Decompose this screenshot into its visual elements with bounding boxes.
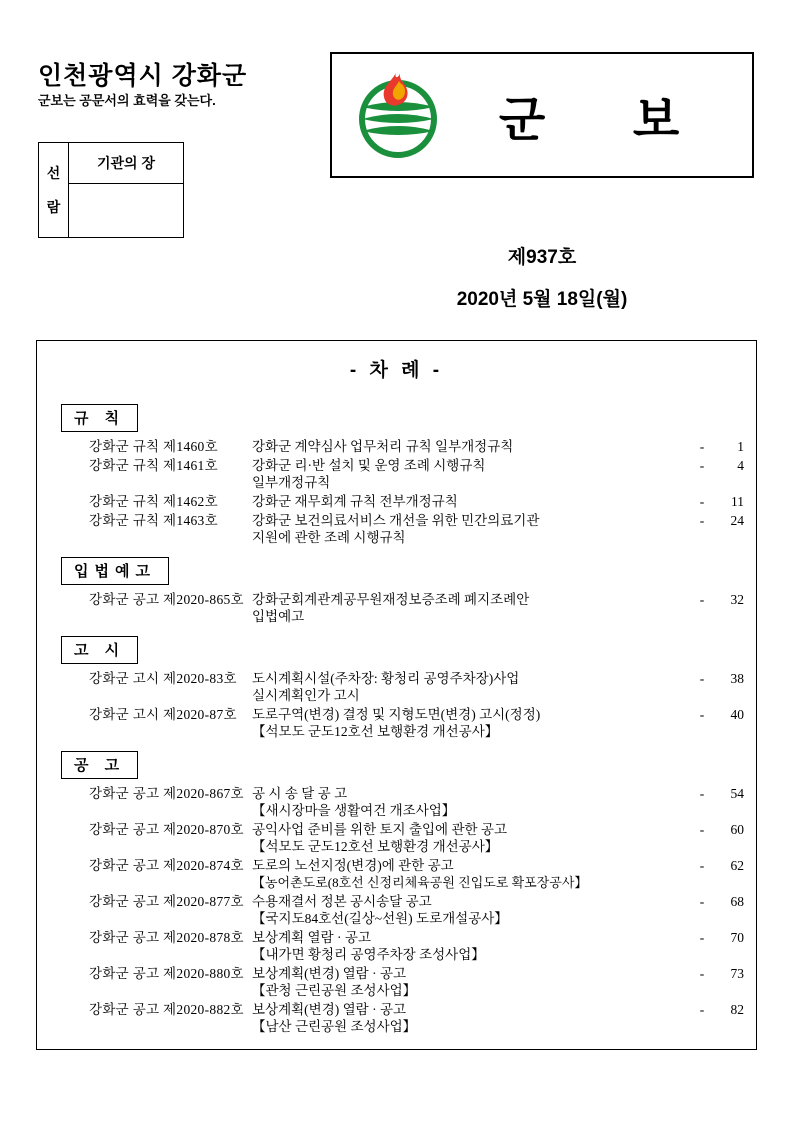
toc-entry-page: 32	[730, 592, 744, 607]
toc-entry-dash: -	[699, 494, 705, 509]
review-stamp-label-char2: 람	[46, 199, 61, 215]
toc-entry-desc-line2: 【석모도 군도12호선 보행환경 개선공사】	[252, 839, 499, 854]
toc-entry-dash: -	[699, 966, 705, 981]
toc-entry-desc-line2: 【농어촌도로(8호선 신정리체육공원 진입도로 확포장공사】	[252, 875, 588, 890]
ganghwa-county-emblem-icon	[350, 67, 446, 163]
issue-date: 2020년 5월 18일(월)	[456, 289, 628, 310]
toc-entry-desc	[252, 893, 694, 927]
toc-entry[interactable]	[37, 964, 756, 1000]
toc-entry-desc	[252, 457, 694, 491]
toc-entry-desc-line2: 【새시장마을 생활여건 개조사업】	[252, 803, 456, 818]
toc-section-heading: 규 칙	[61, 404, 138, 432]
review-stamp-head-label: 기관의 장	[69, 143, 183, 184]
toc-entry-dash: -	[699, 822, 705, 837]
toc-entry-page: 62	[730, 858, 744, 873]
toc-entry-ref: 강화군 공고 제2020-870호	[89, 822, 244, 837]
toc-entry-ref: 강화군 규칙 제1463호	[89, 513, 218, 528]
toc-entry-desc-line2: 【석모도 군도12호선 보행환경 개선공사】	[252, 724, 499, 739]
toc-entry-desc-line1: 수용재결서 정본 공시송달 공고	[252, 894, 432, 909]
toc-entry-page: 68	[730, 894, 744, 909]
toc-section-heading: 공 고	[61, 751, 138, 779]
toc-entry-ref: 강화군 규칙 제1462호	[89, 494, 218, 509]
toc-entry-ref: 강화군 규칙 제1460호	[89, 439, 218, 454]
toc-entry-dash: -	[699, 671, 705, 686]
toc-entry-desc-line2: 일부개정규칙	[252, 475, 331, 490]
toc-section	[37, 396, 756, 547]
document-header	[0, 52, 793, 310]
toc-entry-ref: 강화군 공고 제2020-877호	[89, 894, 244, 909]
toc-entry-desc-line2: 【내가면 황청리 공영주차장 조성사업】	[252, 947, 485, 962]
masthead-box	[330, 52, 754, 178]
city-subtitle: 군보는 공문서의 효력을 갖는다.	[38, 93, 216, 108]
toc-entry-desc-line1: 도시계획시설(주차장: 황청리 공영주차장)사업	[252, 671, 520, 686]
review-stamp-signature-area	[69, 143, 183, 237]
city-title: 인천광역시 강화군	[38, 62, 248, 90]
toc-entry-dash: -	[699, 707, 705, 722]
toc-entry-ref: 강화군 공고 제2020-867호	[89, 786, 244, 801]
toc-entry-dash: -	[699, 930, 705, 945]
issue-number: 제937호	[507, 247, 577, 268]
toc-entry-desc	[252, 965, 694, 999]
toc-entry-dash: -	[699, 513, 705, 528]
toc-entry-desc-line1: 공 시 송 달 공 고	[252, 786, 348, 801]
toc-entry-desc-line1: 도로구역(변경) 결정 및 지형도면(변경) 고시(정정)	[252, 707, 541, 722]
toc-entry[interactable]	[37, 669, 756, 705]
toc-entry-ref: 강화군 공고 제2020-882호	[89, 1002, 244, 1017]
toc-entry-ref: 강화군 공고 제2020-878호	[89, 930, 244, 945]
toc-entry-page: 70	[730, 930, 744, 945]
toc-entry-page: 73	[730, 966, 744, 981]
toc-entry-desc-line2: 지원에 관한 조례 시행규칙	[252, 530, 406, 545]
review-stamp-signature-blank	[69, 184, 183, 237]
review-stamp-label	[39, 143, 69, 237]
toc-entry-desc	[252, 821, 694, 855]
toc-entry-desc-line1: 강화군회계관계공무원재정보증조례 폐지조례안	[252, 592, 530, 607]
toc-entry-desc-line1: 강화군 보건의료서비스 개선을 위한 민간의료기관	[252, 513, 540, 528]
toc-section	[37, 743, 756, 1036]
toc-entry-page: 54	[730, 786, 744, 801]
toc-entry-ref: 강화군 고시 제2020-83호	[89, 671, 237, 686]
toc-entry-page: 82	[730, 1002, 744, 1017]
toc-entry-page: 1	[737, 439, 744, 454]
toc-entry-desc-line2: 【국지도84호선(길상~선원) 도로개설공사】	[252, 911, 508, 926]
toc-entry-dash: -	[699, 894, 705, 909]
toc-entry-ref: 강화군 공고 제2020-874호	[89, 858, 244, 873]
toc-entry[interactable]	[37, 590, 756, 626]
masthead-char-gun: 군	[498, 93, 548, 147]
toc-entry[interactable]	[37, 1000, 756, 1036]
toc-entry-ref: 강화군 공고 제2020-880호	[89, 966, 244, 981]
toc-entry-page: 24	[730, 513, 744, 528]
toc-entry-page: 40	[730, 707, 744, 722]
toc-entry-desc	[252, 706, 694, 740]
toc-entry-desc	[252, 929, 694, 963]
toc-entry-desc	[252, 493, 694, 510]
toc-entry[interactable]	[37, 784, 756, 820]
toc-section	[37, 549, 756, 626]
toc-entry[interactable]	[37, 892, 756, 928]
toc-entry-desc	[252, 512, 694, 546]
toc-entry-desc	[252, 785, 694, 819]
toc-entry-desc-line1: 보상계획(변경) 열람 · 공고	[252, 1002, 407, 1017]
toc-entry-page: 60	[730, 822, 744, 837]
masthead-char-bo: 보	[632, 93, 682, 147]
toc-entry-dash: -	[699, 458, 705, 473]
toc-entry[interactable]	[37, 456, 756, 492]
toc-entry-dash: -	[699, 786, 705, 801]
toc-title: - 차 례 -	[349, 360, 444, 381]
review-stamp-box	[38, 142, 184, 238]
toc-entry-page: 11	[731, 494, 744, 509]
toc-entry-desc-line2: 입법예고	[252, 609, 305, 624]
toc-entry-page: 38	[730, 671, 744, 686]
toc-entry[interactable]	[37, 437, 756, 456]
toc-entry-desc-line1: 강화군 계약심사 업무처리 규칙 일부개정규칙	[252, 439, 514, 454]
toc-section-heading: 입법예고	[61, 557, 169, 585]
toc-entry-page: 4	[737, 458, 744, 473]
toc-entry-desc-line1: 보상계획 열람 · 공고	[252, 930, 371, 945]
masthead-title	[446, 81, 752, 150]
toc-entry-desc	[252, 438, 694, 455]
toc-entry-desc-line1: 공익사업 준비를 위한 토지 출입에 관한 공고	[252, 822, 507, 837]
toc-entry-ref: 강화군 고시 제2020-87호	[89, 707, 237, 722]
toc-entry-desc-line2: 실시계획인가 고시	[252, 688, 360, 703]
table-of-contents	[36, 340, 757, 1050]
toc-entry[interactable]	[37, 511, 756, 547]
toc-entry-desc	[252, 857, 694, 891]
toc-entry-desc	[252, 670, 694, 704]
toc-entry-dash: -	[699, 858, 705, 873]
toc-entry-desc-line1: 강화군 리·반 설치 및 운영 조례 시행규칙	[252, 458, 486, 473]
toc-entry[interactable]	[37, 705, 756, 741]
toc-entry-ref: 강화군 규칙 제1461호	[89, 458, 218, 473]
toc-section-heading: 고 시	[61, 636, 138, 664]
toc-entry[interactable]	[37, 820, 756, 856]
toc-entry[interactable]	[37, 928, 756, 964]
toc-entry-desc	[252, 1001, 694, 1035]
toc-entry-desc-line2: 【남산 근린공원 조성사업】	[252, 1019, 417, 1034]
toc-entry-dash: -	[699, 592, 705, 607]
toc-entry-ref: 강화군 공고 제2020-865호	[89, 592, 244, 607]
toc-entry-desc-line1: 보상계획(변경) 열람 · 공고	[252, 966, 407, 981]
toc-entry-dash: -	[699, 439, 705, 454]
toc-entry-desc-line1: 강화군 재무회계 규칙 전부개정규칙	[252, 494, 458, 509]
toc-entry-dash: -	[699, 1002, 705, 1017]
review-stamp-label-char1: 선	[46, 165, 61, 181]
toc-entry-desc-line1: 도로의 노선지정(변경)에 관한 공고	[252, 858, 454, 873]
toc-entry-desc	[252, 591, 694, 625]
toc-section	[37, 628, 756, 741]
toc-entry-desc-line2: 【관청 근린공원 조성사업】	[252, 983, 417, 998]
toc-entry[interactable]	[37, 856, 756, 892]
toc-entry[interactable]	[37, 492, 756, 511]
